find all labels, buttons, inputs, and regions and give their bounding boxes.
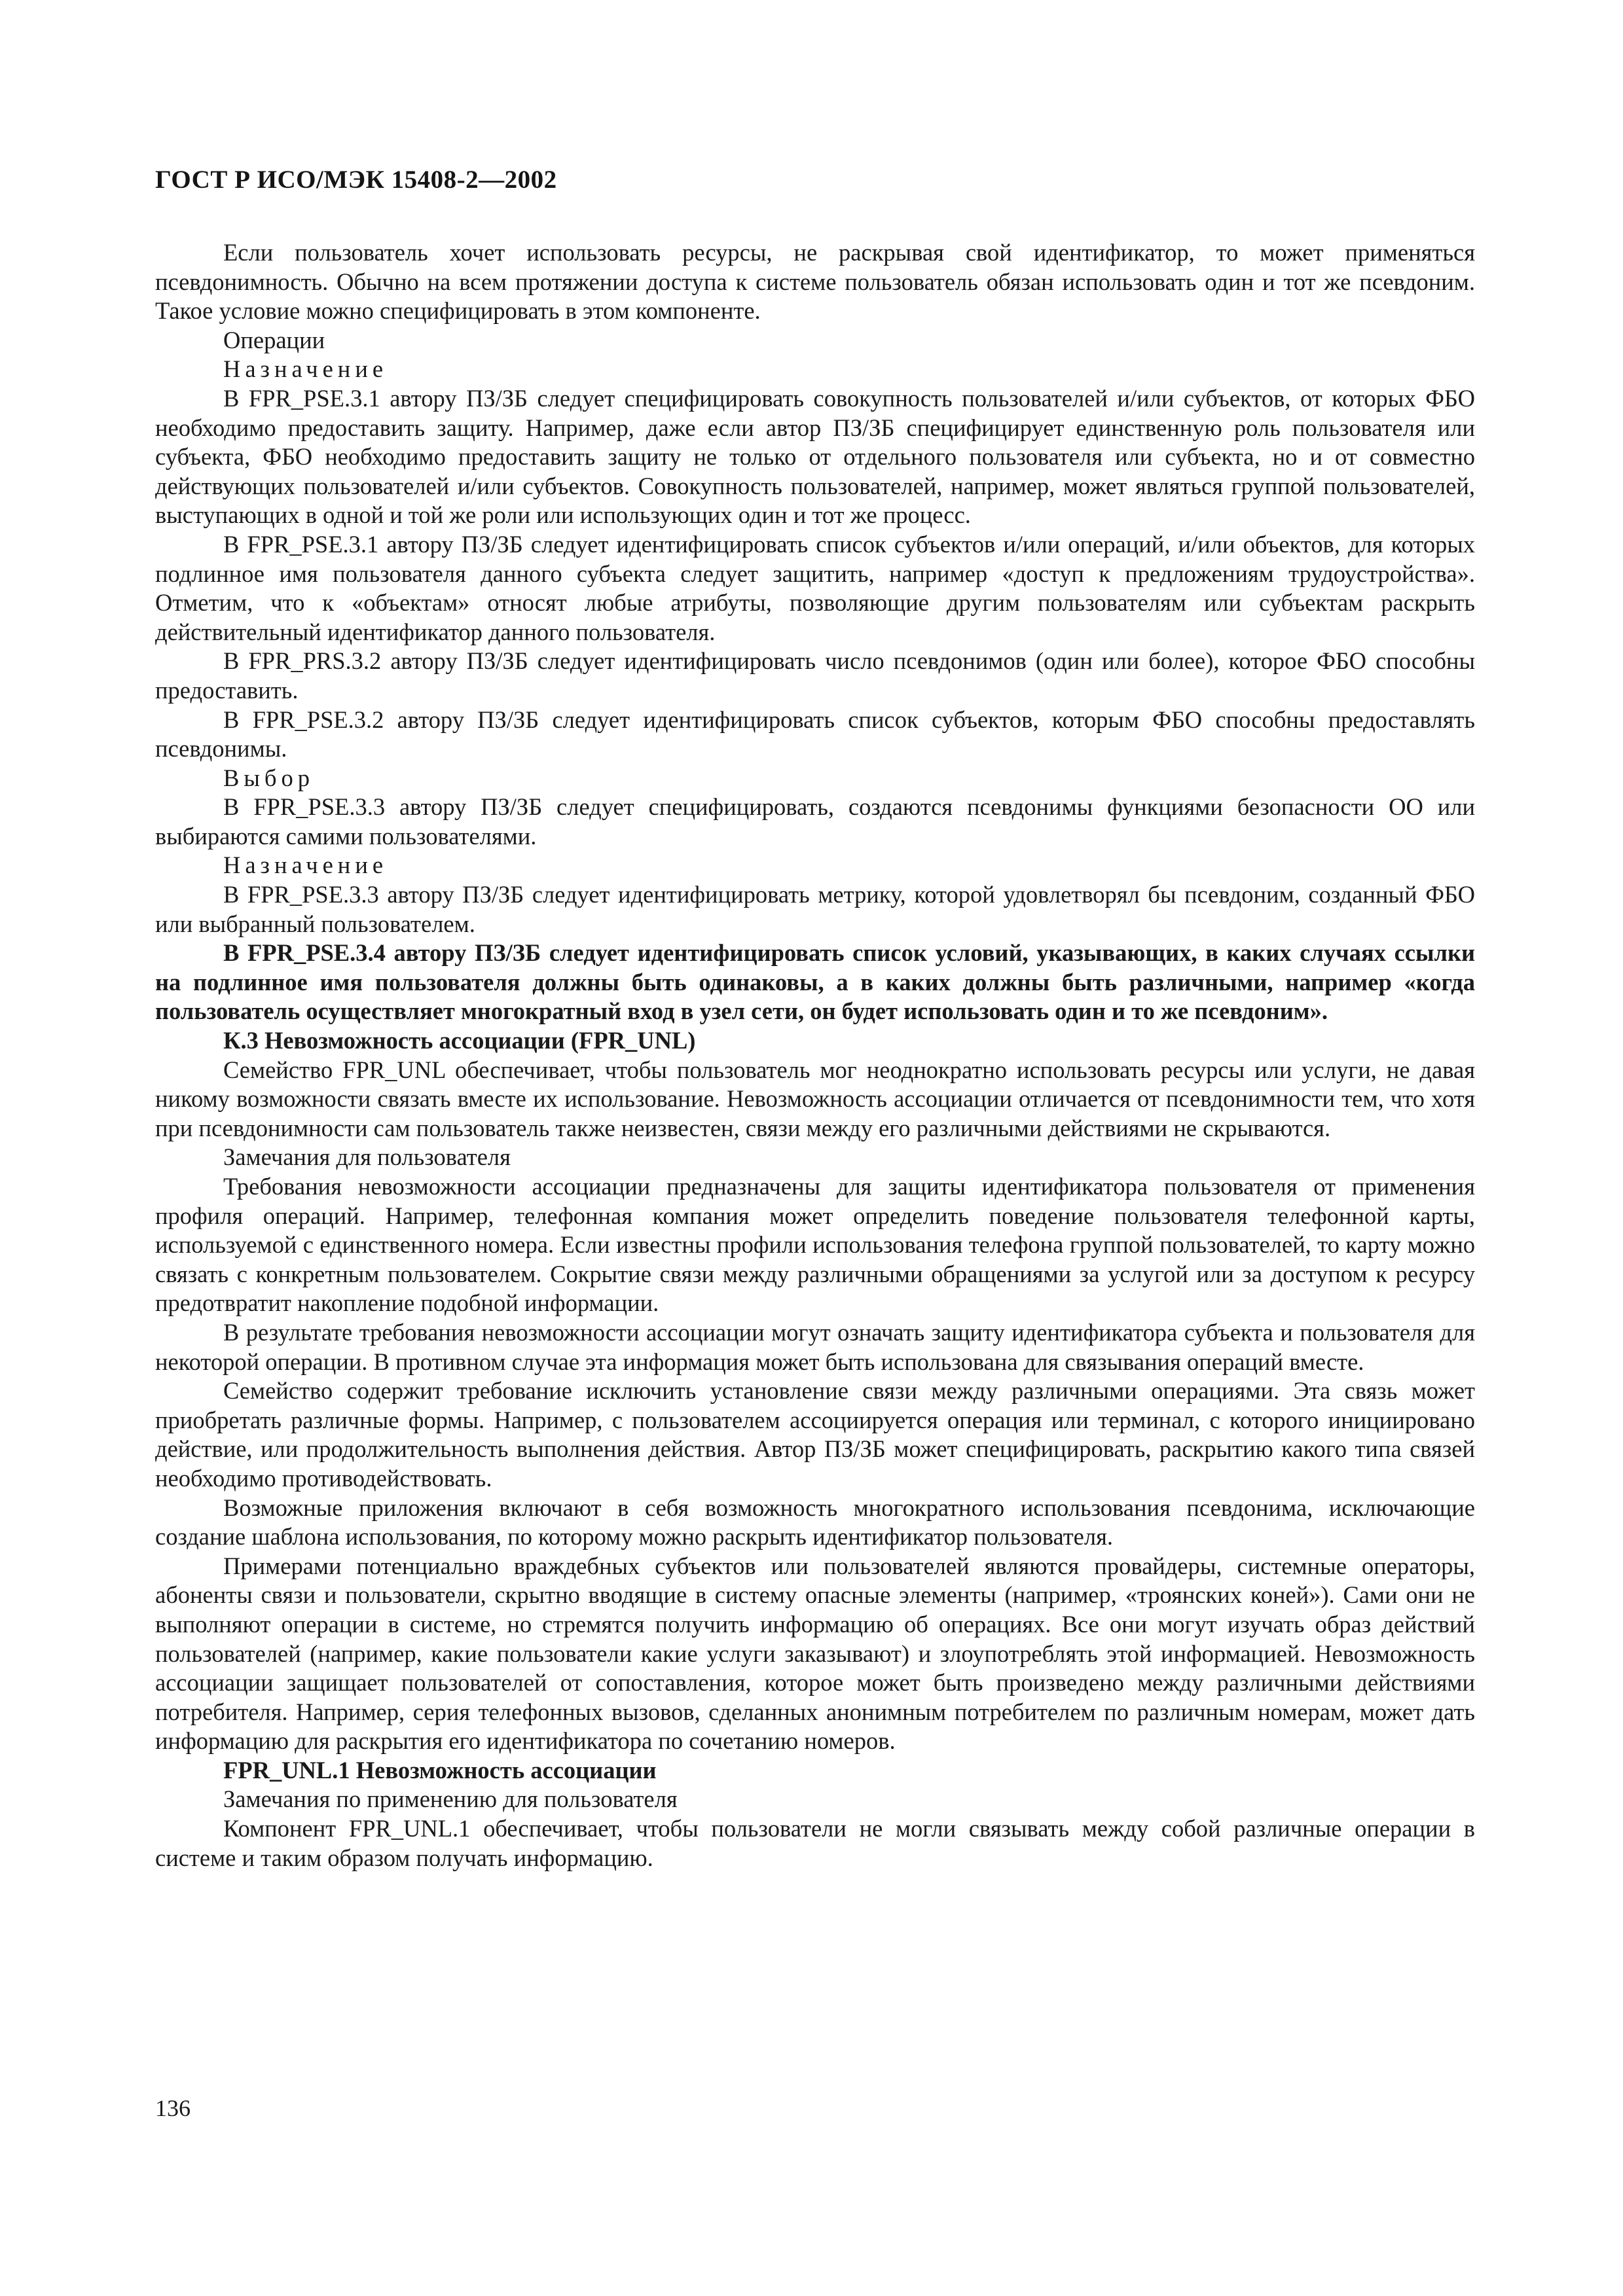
body-paragraph: В FPR_PSE.3.2 автору ПЗ/ЗБ следует идентифицировать список субъектов, которым ФБО способны предоставлять псевдонимы. — [155, 706, 1475, 762]
body-paragraph: В результате требования невозможности ассоциации могут означать защиту идентификатора субъекта и пользователя для некоторой операции. В противном случае эта информация может быть использована для связывания операций вместе. — [155, 1318, 1475, 1375]
document-body — [155, 238, 1475, 1873]
body-paragraph: В FPR_PRS.3.2 автору ПЗ/ЗБ следует идентифицировать число псевдонимов (один или более), которое ФБО способны предоставить. — [155, 647, 1475, 704]
body-paragraph: Назначение — [223, 852, 388, 879]
body-paragraph: Требования невозможности ассоциации предназначены для защиты идентификатора пользователя от применения профиля операций. Например, телефонная компания может определить поведение пользователя телефонной карты, используемой с единственного номера. Если известны профили использования телефона группой пользователей, то карту можно связать с конкретным пользователем. Сокрытие связи между различными обращениями за услугой или за доступом к ресурсу предотвратит накопление подобной информации. — [155, 1173, 1475, 1317]
body-paragraph: Назначение — [223, 355, 388, 383]
body-paragraph: Возможные приложения включают в себя возможность многократного использования псевдонима, исключающие создание шаблона использования, по которому можно раскрыть идентификатор пользователя. — [155, 1494, 1475, 1551]
body-paragraph: В FPR_PSE.3.3 автору ПЗ/ЗБ следует идентифицировать метрику, которой удовлетворял бы псевдоним, созданный ФБО или выбранный пользователем. — [155, 881, 1475, 937]
body-paragraph: Семейство содержит требование исключить установление связи между различными операциями. Эта связь может приобретать различные формы. Например, с пользователем ассоциируется операция или терминал, с которого инициировано действие, или продолжительность выполнения действия. Автор ПЗ/ЗБ может специфицировать, раскрытию какого типа связей необходимо противодействовать. — [155, 1377, 1475, 1492]
body-paragraph: В FPR_PSE.3.4 автору ПЗ/ЗБ следует идентифицировать список условий, указывающих, в каких случаях ссылки на подлинное имя пользователя должны быть одинаковы, а в каких должны быть различными, например «когда пользователь осуществляет многократный вход в узел сети, он будет использовать один и то же псевдоним». — [155, 939, 1475, 1025]
section-heading: К.3 Невозможность ассоциации (FPR_UNL) — [223, 1027, 696, 1054]
body-paragraph: Выбор — [223, 764, 314, 791]
body-paragraph: В FPR_PSE.3.1 автору ПЗ/ЗБ следует идентифицировать список субъектов и/или операций, и/или объектов, для которых подлинное имя пользователя данного субъекта следует защитить, например «доступ к предложениям трудоустройства». Отметим, что к «объектам» относят любые атрибуты, позволяющие другим пользователям или субъектам раскрыть действительный идентификатор данного пользователя. — [155, 530, 1475, 645]
page-number: 136 — [155, 2095, 191, 2121]
body-paragraph: Операции — [223, 326, 325, 353]
body-paragraph: Семейство FPR_UNL обеспечивает, чтобы пользователь мог неоднократно использовать ресурсы или услуги, не давая никому возможности связать вместе их использование. Невозможность ассоциации отличается от псевдонимности тем, что хотя при псевдонимности сам пользователь также неизвестен, связи между его различными действиями не скрываются. — [155, 1056, 1475, 1141]
body-paragraph: В FPR_PSE.3.3 автору ПЗ/ЗБ следует специфицировать, создаются псевдонимы функциями безопасности ОО или выбираются самими пользователями. — [155, 793, 1475, 850]
body-paragraph: Замечания для пользователя — [223, 1143, 511, 1171]
body-paragraph: В FPR_PSE.3.1 автору ПЗ/ЗБ следует специфицировать совокупность пользователей и/или субъектов, от которых ФБО необходимо предоставить защиту. Например, даже если автор ПЗ/ЗБ специфицирует единственную роль пользователя или субъекта, ФБО необходимо предоставить защиту не только от отдельного пользователя или субъекта, но и от совместно действующих пользователей и/или субъектов. Совокупность пользователей, например, может являться группой пользователей, выступающих в одной и той же роли или использующих один и тот же процесс. — [155, 384, 1475, 529]
body-paragraph: Если пользователь хочет использовать ресурсы, не раскрывая свой идентификатор, то может применяться псевдонимность. Обычно на всем протяжении доступа к системе пользователь обязан использовать один и тот же псевдоним. Такое условие можно специфицировать в этом компоненте. — [155, 239, 1475, 325]
page-header: ГОСТ Р ИСО/МЭК 15408-2—2002 — [155, 166, 557, 194]
body-paragraph: Замечания по применению для пользователя — [223, 1785, 678, 1813]
section-heading: FPR_UNL.1 Невозможность ассоциации — [223, 1756, 657, 1784]
body-paragraph: Компонент FPR_UNL.1 обеспечивает, чтобы пользователи не могли связывать между собой различные операции в системе и таким образом получать информацию. — [155, 1815, 1475, 1871]
body-paragraph: Примерами потенциально враждебных субъектов или пользователей являются провайдеры, системные операторы, абоненты связи и пользователи, скрытно вводящие в систему опасные элементы (например, «троянских коней»). Сами они не выполняют операции в системе, но стремятся получить информацию об операциях. Все они могут изучать образ действий пользователей (например, какие пользователи какие услуги заказывают) и злоупотреблять этой информацией. Невозможность ассоциации защищает пользователей от сопоставления, которое может быть произведено между различными действиями потребителя. Например, серия телефонных вызовов, сделанных анонимным потребителем по различным номерам, может дать информацию для раскрытия его идентификатора по сочетанию номеров. — [155, 1552, 1475, 1755]
